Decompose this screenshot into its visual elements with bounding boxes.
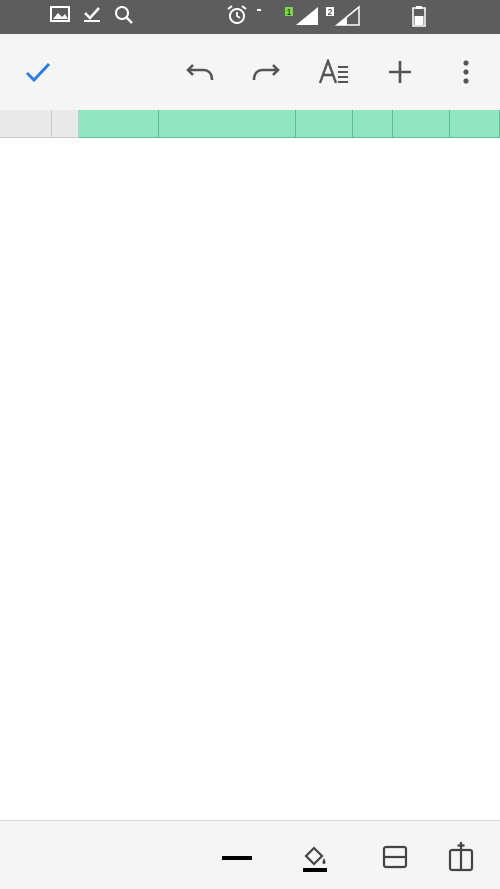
column-header-c[interactable] (79, 110, 159, 138)
column-header-d[interactable] (159, 110, 296, 138)
column-header-g[interactable] (393, 110, 450, 138)
signal-sim2-icon (325, 5, 361, 33)
top-toolbar (0, 34, 500, 111)
text-color-icon[interactable] (217, 837, 257, 877)
more-icon[interactable] (446, 52, 486, 92)
text-color-swatch (222, 856, 252, 860)
italic-icon[interactable] (83, 837, 123, 877)
signal-sim1-icon (284, 5, 320, 33)
search-icon (114, 5, 134, 31)
download-done-icon (82, 5, 102, 29)
battery-icon (412, 5, 426, 33)
add-icon[interactable] (380, 52, 420, 92)
fill-color-icon[interactable] (295, 837, 335, 877)
svg-text:1: 1 (286, 8, 292, 17)
column-header-b[interactable] (52, 110, 79, 138)
column-header-e[interactable] (296, 110, 353, 138)
check-icon[interactable] (18, 52, 58, 92)
insert-row-icon[interactable] (375, 837, 415, 877)
grid-corner[interactable] (0, 110, 52, 138)
svg-text:2: 2 (327, 8, 333, 17)
redo-icon[interactable] (246, 52, 286, 92)
bold-icon[interactable] (18, 837, 58, 877)
strikethrough-icon[interactable] (152, 837, 192, 877)
network-type-text (257, 9, 261, 11)
undo-icon[interactable] (180, 52, 220, 92)
spreadsheet-grid[interactable] (0, 110, 500, 820)
column-header-f[interactable] (353, 110, 393, 138)
alarm-icon (226, 5, 248, 31)
gallery-icon (50, 5, 70, 29)
text-format-icon[interactable] (313, 52, 353, 92)
insert-column-icon[interactable] (441, 837, 481, 877)
format-bar (0, 820, 500, 889)
column-header-h[interactable] (450, 110, 500, 138)
status-bar (0, 0, 500, 34)
